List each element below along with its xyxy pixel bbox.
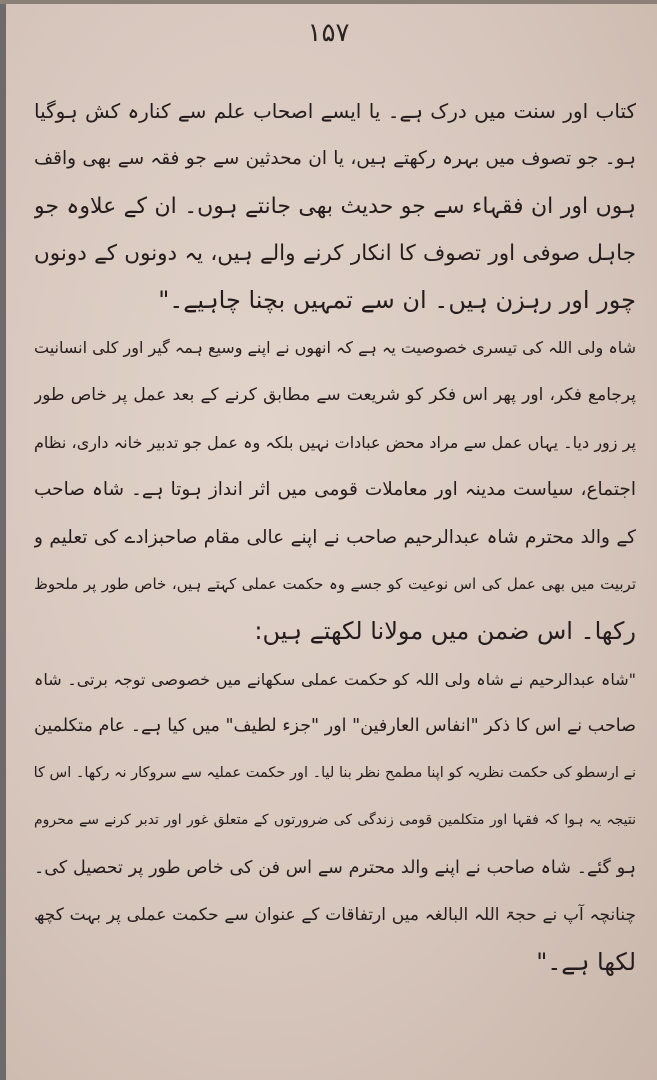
text-line: اجتماع، سیاست مدینہ اور معاملات قومی میں اثر انداز ہوتا ہے۔ شاہ صاحب	[34, 479, 636, 501]
text-line: پر زور دیا۔ یہاں عمل سے مراد محض عبادات نہیں بلکہ وہ عمل جو تدبیر خانہ داری، نظام	[34, 433, 636, 453]
text-line: رکھا۔ اس ضمن میں مولانا لکھتے ہیں:	[254, 617, 636, 646]
text-line: ہو۔ جو تصوف میں بہرہ رکھتے ہیں، یا ان محدثین سے جو فقہ سے بھی واقف	[34, 148, 636, 170]
text-line: ہوں اور ان فقہاء سے جو حدیث بھی جانتے ہوں۔ ان کے علاوہ جو	[34, 193, 636, 219]
text-line: تربیت میں بھی عمل کی اس نوعیت کو جسے وہ حکمت عملی کہتے ہیں، خاص طور پر ملحوظ	[34, 574, 636, 593]
text-line: کے والد محترم شاہ عبدالرحیم صاحب نے اپنے عالی مقام صاحبزادے کی تعلیم و	[34, 526, 636, 548]
text-line: نے ارسطو کی حکمت نظریہ کو اپنا مطمح نظر بنا لیا۔ اور حکمت عملیہ سے سروکار نہ رکھا۔ اس کا	[34, 765, 636, 782]
text-line: "شاہ عبدالرحیم نے شاہ ولی اللہ کو حکمت عملی سکھانے میں خصوصی توجہ برتی۔ شاہ	[34, 669, 636, 689]
text-line: چنانچہ آپ نے حجۃ اللہ البالغہ میں ارتفاقات کے عنوان سے حکمت عملی پر بہت کچھ	[34, 905, 636, 926]
text-line: لکھا ہے۔"	[536, 948, 636, 977]
page-top-edge	[0, 0, 657, 4]
text-line: پرجامع فکر، اور پھر اس فکر کو شریعت سے مطابق کرنے کے بعد عمل پر خاص طور	[34, 384, 636, 405]
text-line: شاہ ولی اللہ کی تیسری خصوصیت یہ ہے کہ انھوں نے اپنے وسیع ہمہ گیر اور کلی انسانیت	[34, 338, 636, 358]
page-number: ۱۵۷	[307, 18, 350, 48]
text-line: کتاب اور سنت میں درک ہے۔ یا ایسے اصحاب علم سے کنارہ کش ہوگیا	[34, 99, 636, 123]
page-edge-shadow	[0, 0, 6, 1080]
body-text	[34, 88, 636, 987]
text-line: صاحب نے اس کا ذکر "انفاس العارفین" اور "جزء لطیف" میں کیا ہے۔ عام متکلمین	[34, 715, 636, 736]
text-line: نتیجہ یہ ہوا کہ فقہا اور متکلمین قومی زندگی کی ضرورتوں کے متعلق غور اور تدبر کرنے سے محروم	[34, 812, 636, 829]
text-line: جاہل صوفی اور تصوف کا انکار کرنے والے ہیں، یہ دونوں کے دونوں	[34, 240, 636, 266]
text-line: چور اور رہزن ہیں۔ ان سے تمہیں بچنا چاہیے۔"	[158, 286, 636, 315]
text-line: ہو گئے۔ شاہ صاحب نے اپنے والد محترم سے اس فن کی خاص طور پر تحصیل کی۔	[34, 857, 636, 878]
